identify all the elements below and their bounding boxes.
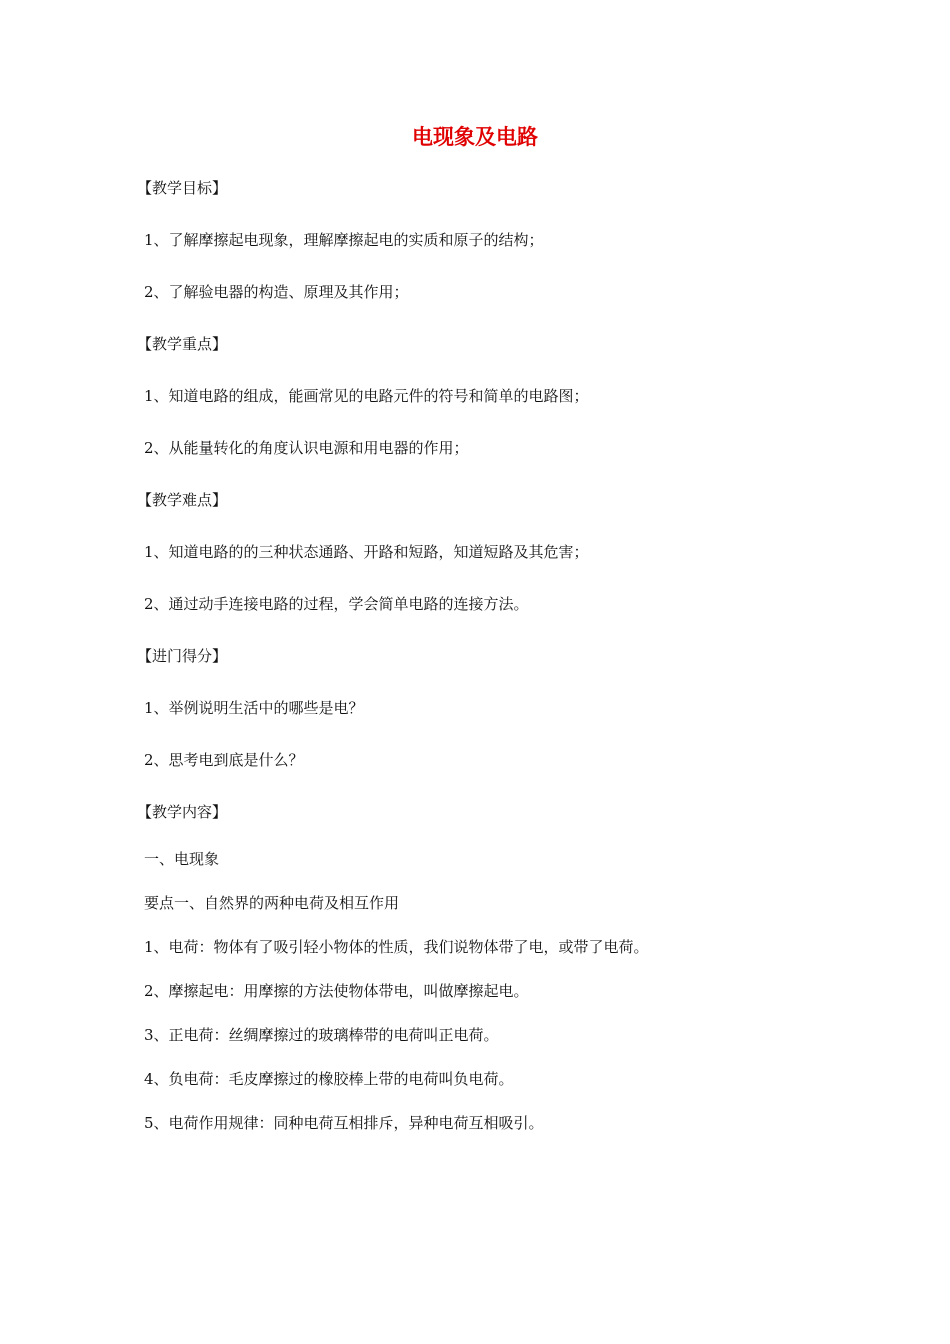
key-point-item-1: 1、知道电路的组成，能画常见的电路元件的符号和简单的电路图； [144, 387, 589, 405]
section-heading-key-points: 【教学重点】 [137, 335, 228, 353]
content-item-3: 3、正电荷：丝绸摩擦过的玻璃棒带的电荷叫正电荷。 [144, 1026, 499, 1044]
warmup-item-2: 2、思考电到底是什么？ [144, 751, 304, 769]
objective-item-1: 1、了解摩擦起电现象，理解摩擦起电的实质和原子的结构； [144, 231, 544, 249]
section-heading-objectives: 【教学目标】 [137, 179, 228, 197]
document-title: 电现象及电路 [412, 125, 538, 149]
content-item-1: 1、电荷：物体有了吸引轻小物体的性质，我们说物体带了电，或带了电荷。 [144, 938, 649, 956]
content-subheading: 一、电现象 [144, 850, 220, 868]
content-item-4: 4、负电荷：毛皮摩擦过的橡胶棒上带的电荷叫负电荷。 [144, 1070, 514, 1088]
difficulty-item-1: 1、知道电路的的三种状态通路、开路和短路，知道短路及其危害； [144, 543, 589, 561]
key-point-item-2: 2、从能量转化的角度认识电源和用电器的作用； [144, 439, 469, 457]
objective-item-2: 2、了解验电器的构造、原理及其作用； [144, 283, 409, 301]
warmup-item-1: 1、举例说明生活中的哪些是电？ [144, 699, 364, 717]
section-heading-warmup: 【进门得分】 [137, 647, 228, 665]
content-item-5: 5、电荷作用规律：同种电荷互相排斥，异种电荷互相吸引。 [144, 1114, 544, 1132]
content-item-2: 2、摩擦起电：用摩擦的方法使物体带电，叫做摩擦起电。 [144, 982, 529, 1000]
difficulty-item-2: 2、通过动手连接电路的过程，学会简单电路的连接方法。 [144, 595, 529, 613]
content-point-heading: 要点一、自然界的两种电荷及相互作用 [144, 894, 400, 912]
section-heading-difficulties: 【教学难点】 [137, 491, 228, 509]
section-heading-content: 【教学内容】 [137, 803, 228, 821]
